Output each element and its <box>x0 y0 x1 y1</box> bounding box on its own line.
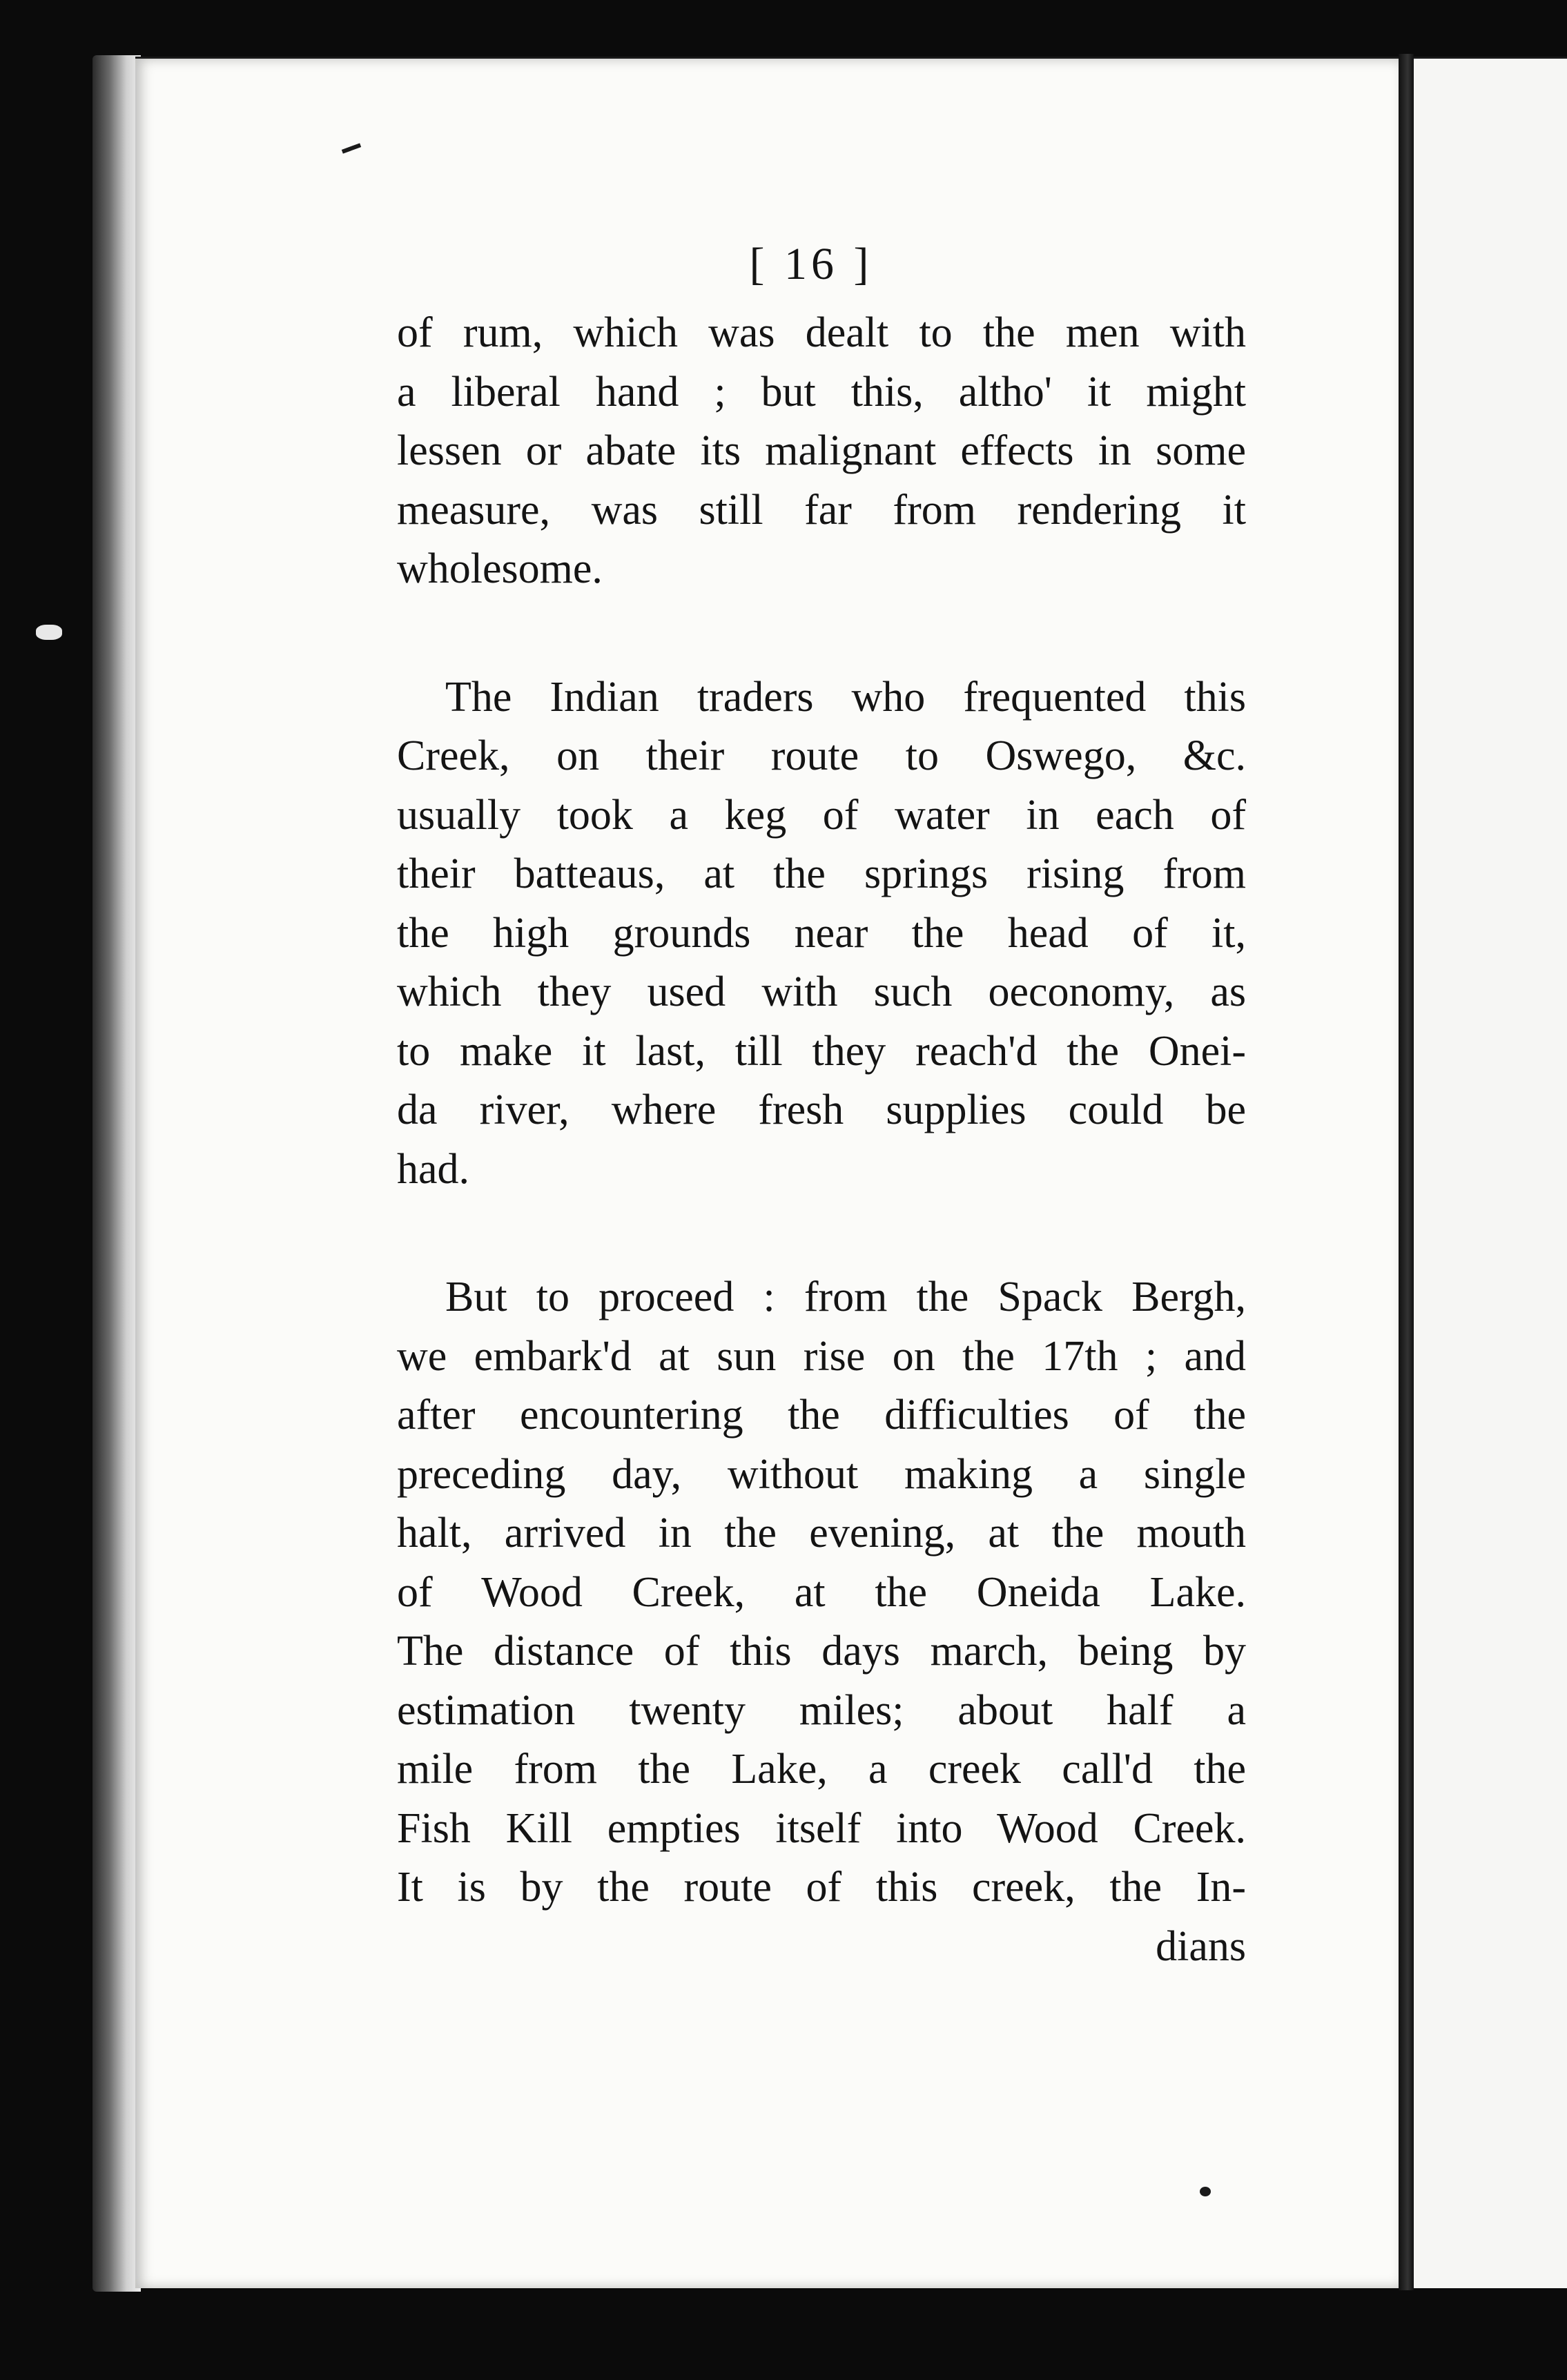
page-number-header: [ 16 ] <box>749 239 873 289</box>
paragraph-3 <box>397 1268 1246 1918</box>
text-line: lessen or abate its malignant effects in some <box>397 427 1246 474</box>
page-divider <box>1399 54 1414 2290</box>
text-line: Fish Kill empties itself into Wood Creek. <box>397 1804 1246 1852</box>
catchword: dians <box>1156 1922 1246 1970</box>
text-line: had. <box>397 1145 470 1193</box>
text-line: a liberal hand ; but this, altho' it might <box>397 368 1246 416</box>
edge-speck <box>36 625 62 640</box>
page-edge-gutter <box>93 55 141 2292</box>
text-line: halt, arrived in the evening, at the mouth <box>397 1510 1246 1557</box>
ink-speck <box>1200 2187 1211 2196</box>
text-line: we embark'd at sun rise on the 17th ; and <box>397 1332 1246 1380</box>
text-line: after encountering the difficulties of the <box>397 1392 1246 1438</box>
text-line: to make it last, till they reach'd the Onei- <box>397 1027 1246 1075</box>
adjacent-page <box>1414 57 1567 2288</box>
paragraph-1 <box>397 304 1246 599</box>
text-line: The Indian traders who frequented this <box>445 673 1246 721</box>
text-line: wholesome. <box>397 545 603 592</box>
paragraph-gap <box>397 1199 1246 1268</box>
text-line: The distance of this days march, being by <box>397 1628 1246 1675</box>
paragraph-gap <box>397 599 1246 668</box>
text-line: of Wood Creek, at the Oneida Lake. <box>397 1568 1246 1616</box>
text-line: mile from the Lake, a creek call'd the <box>397 1746 1246 1793</box>
text-line: which they used with such oeconomy, as <box>397 968 1246 1015</box>
text-line: da river, where fresh supplies could be <box>397 1086 1246 1133</box>
text-line: estimation twenty miles; about half a <box>397 1686 1246 1734</box>
text-line: But to proceed : from the Spack Bergh, <box>445 1274 1246 1320</box>
text-line: It is by the route of this creek, the In- <box>397 1864 1246 1911</box>
text-line: of rum, which was dealt to the men with <box>397 309 1246 356</box>
paragraph-2 <box>397 668 1246 1200</box>
text-line: usually took a keg of water in each of <box>397 791 1246 839</box>
text-line: the high grounds near the head of it, <box>397 909 1246 957</box>
text-line: preceding day, without making a single <box>397 1450 1246 1498</box>
text-line: their batteaus, at the springs rising from <box>397 850 1246 897</box>
text-line: measure, was still far from rendering it <box>397 486 1246 534</box>
text-line: Creek, on their route to Oswego, &c. <box>397 732 1246 779</box>
page-text <box>397 235 1246 1976</box>
